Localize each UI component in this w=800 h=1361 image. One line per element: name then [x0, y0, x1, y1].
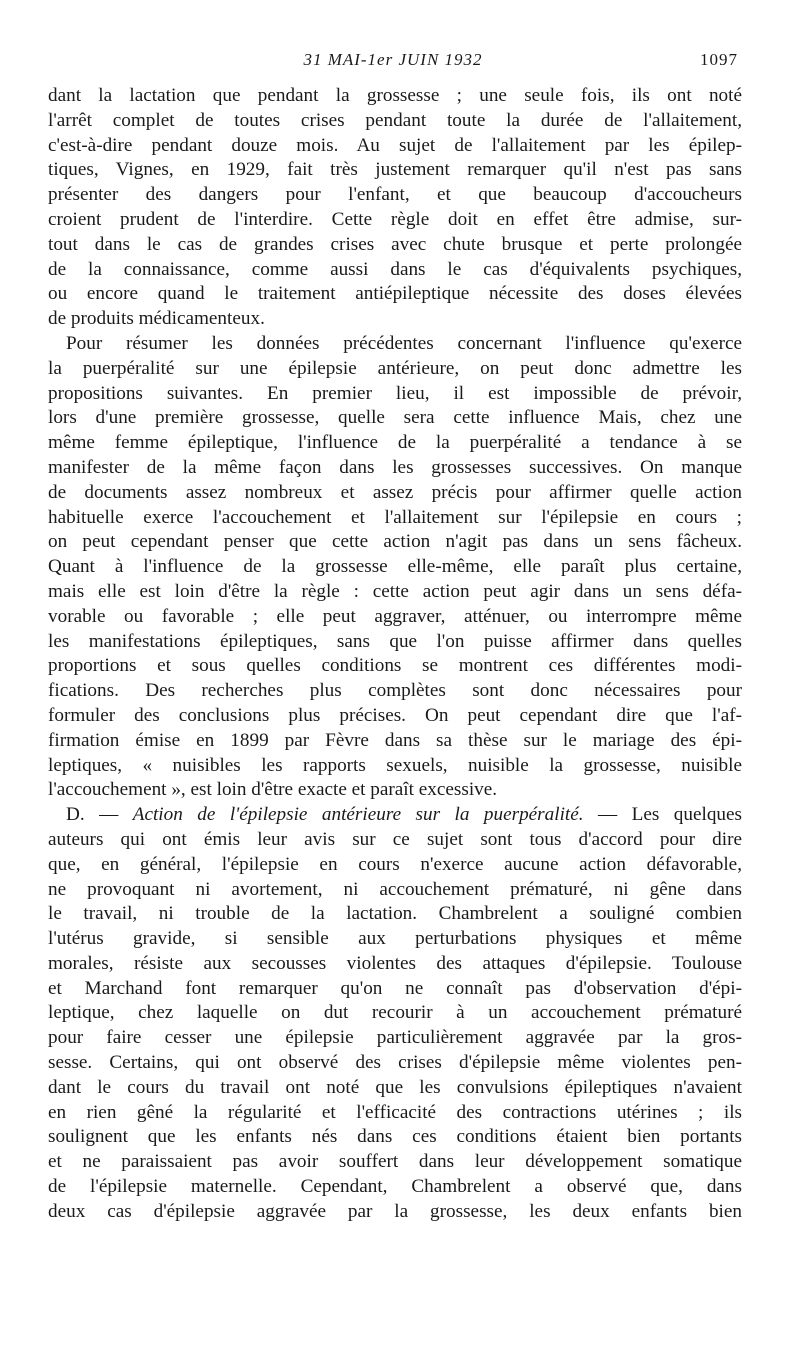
text-line: tout dans le cas de grandes crises avec chute brusque et perte prolongée	[48, 233, 742, 255]
text-line: de documents assez nombreux et assez précis pour affirmer quelle action	[48, 481, 742, 503]
body-text	[48, 84, 742, 1225]
text-line: tiques, Vignes, en 1929, fait très justement remarquer qu'il n'est pas sans	[48, 159, 742, 181]
text-line: ne provoquant ni avortement, ni accouchement prématuré, ni gêne dans	[48, 878, 742, 900]
text-line: mais elle est loin d'être la règle : cette action peut agir dans un sens défa-	[48, 580, 742, 602]
text-line: propositions suivantes. En premier lieu, il est impossible de prévoir,	[48, 382, 742, 404]
text-line: de produits médicamenteux.	[48, 308, 265, 330]
text-line: les manifestations épileptiques, sans que l'on puisse affirmer dans quelles	[48, 630, 742, 652]
text-line: de l'épilepsie maternelle. Cependant, Chambrelent a observé que, dans	[48, 1176, 742, 1198]
text-line: proportions et sous quelles conditions se montrent ces différentes modi-	[48, 655, 742, 677]
page-number: 1097	[700, 50, 738, 69]
text-line: vorable ou favorable ; elle peut aggraver, atténuer, ou interrompre même	[48, 605, 742, 627]
running-header	[48, 50, 738, 74]
text-line: dant le cours du travail ont noté que les convulsions épileptiques n'avaient	[48, 1076, 742, 1098]
text-line: l'utérus gravide, si sensible aux perturbations physiques et même	[48, 928, 742, 950]
text-line: la puerpéralité sur une épilepsie antérieure, on peut donc admettre les	[48, 357, 742, 379]
section-d-heading-line	[48, 803, 742, 828]
section-d-after: — Les quelques	[583, 804, 742, 826]
text-line: leptiques, « nuisibles les rapports sexuels, nuisible la grossesse, nuisible	[48, 754, 742, 776]
text-line: c'est-à-dire pendant douze mois. Au sujet de l'allaitement par les épilep-	[48, 134, 742, 156]
text-line: même femme épileptique, l'influence de la puerpéralité a tendance à se	[48, 432, 742, 454]
text-line: en rien gêné la régularité et l'efficacité des contractions utérines ; ils	[48, 1101, 742, 1123]
text-line: Quant à l'influence de la grossesse elle-même, elle paraît plus certaine,	[48, 556, 742, 578]
text-line: et Marchand font remarquer qu'on ne connaît pas d'observation d'épi-	[48, 977, 742, 999]
text-line: de la connaissance, comme aussi dans le cas d'équivalents psychiques,	[48, 258, 742, 280]
paragraph-block-1	[48, 84, 742, 803]
text-line: lors d'une première grossesse, quelle sera cette influence Mais, chez une	[48, 407, 742, 429]
text-line: croient prudent de l'interdire. Cette règle doit en effet être admise, sur-	[48, 208, 742, 230]
text-line: firmation émise en 1899 par Fèvre dans sa thèse sur le mariage des épi-	[48, 729, 742, 751]
text-line: pour faire cesser une épilepsie particulièrement aggravée par la gros-	[48, 1027, 742, 1049]
text-line: deux cas d'épilepsie aggravée par la grossesse, les deux enfants bien	[48, 1200, 742, 1222]
text-line: le travail, ni trouble de la lactation. Chambrelent a souligné combien	[48, 903, 742, 925]
text-line: manifester de la même façon dans les grossesses successives. On manque	[48, 456, 742, 478]
text-line: morales, résiste aux secousses violentes des attaques d'épilepsie. Toulouse	[48, 952, 742, 974]
text-line: ou encore quand le traitement antiépileptique nécessite des doses élevées	[48, 283, 742, 305]
text-line: dant la lactation que pendant la grossesse ; une seule fois, ils ont noté	[48, 85, 742, 106]
text-line: habituelle exerce l'accouchement et l'allaitement sur l'épilepsie en cours ;	[48, 506, 742, 528]
text-line: on peut cependant penser que cette action n'agit pas dans un sens fâcheux.	[48, 531, 742, 553]
text-line: formuler des conclusions plus précises. On peut cependant dire que l'af-	[48, 704, 742, 726]
paragraph-block-2	[48, 828, 742, 1225]
text-line: l'arrêt complet de toutes crises pendant toute la durée de l'allaitement,	[48, 109, 742, 131]
text-line: auteurs qui ont émis leur avis sur ce sujet sont tous d'accord pour dire	[48, 828, 742, 850]
section-d-label: D. —	[66, 804, 133, 826]
text-line: que, en général, l'épilepsie en cours n'exerce aucune action défavorable,	[48, 853, 742, 875]
text-line: Pour résumer les données précédentes concernant l'influence qu'exerce	[66, 332, 742, 354]
text-line: soulignent que les enfants nés dans ces conditions étaient bien portants	[48, 1126, 742, 1148]
text-line: l'accouchement », est loin d'être exacte et paraît excessive.	[48, 779, 498, 801]
running-title: 31 MAI-1er JUIN 1932	[303, 50, 483, 69]
text-line: sesse. Certains, qui ont observé des crises d'épilepsie même violentes pen-	[48, 1052, 742, 1074]
text-line: et ne paraissaient pas avoir souffert dans leur développement somatique	[48, 1151, 742, 1173]
text-line: présenter des dangers pour l'enfant, et que beaucoup d'accoucheurs	[48, 184, 742, 206]
text-line: fications. Des recherches plus complètes sont donc nécessaires pour	[48, 680, 742, 702]
section-d-title: Action de l'épilepsie antérieure sur la puerpéralité.	[132, 804, 584, 826]
text-line: leptique, chez laquelle on dut recourir à un accouchement prématuré	[48, 1002, 742, 1024]
